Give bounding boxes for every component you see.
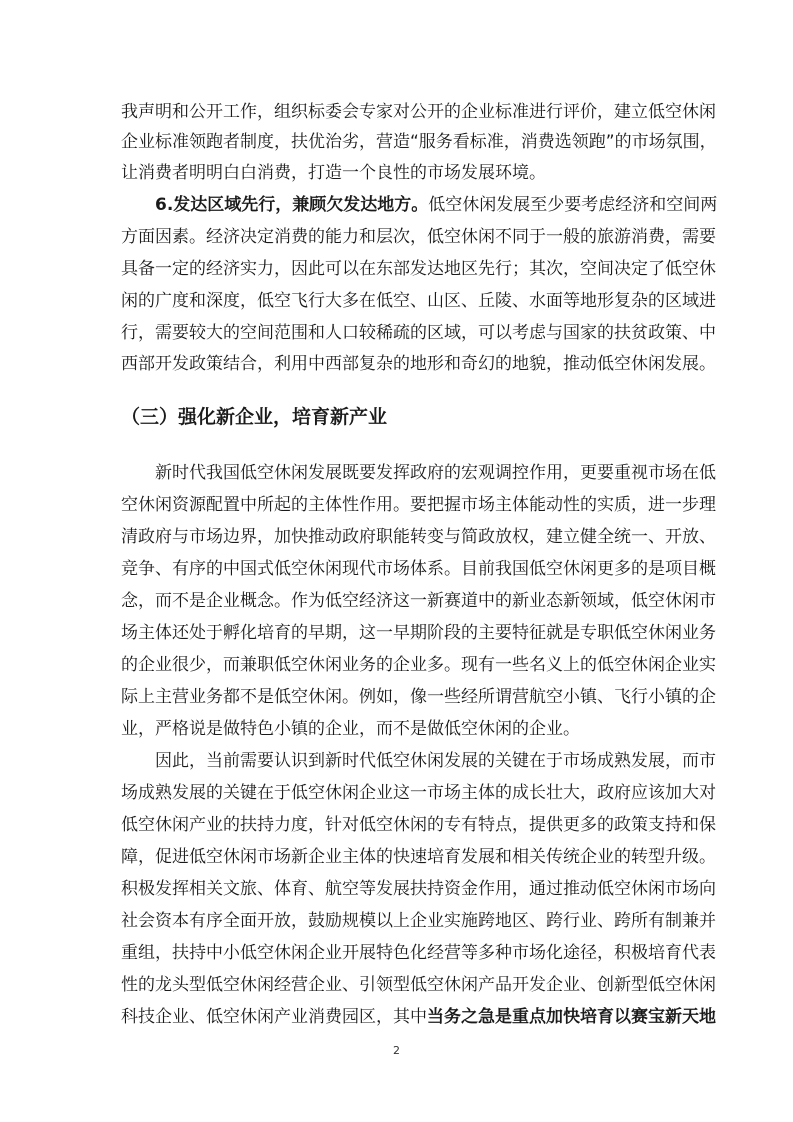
paragraph-1-line-3: 让消费者明明白白消费，打造一个良性的市场发展环境。 — [121, 163, 546, 183]
paragraph-1-line-1: 我声明和公开工作，组织标委会专家对公开的企业标准进行评价，建立低空休闲 — [121, 102, 716, 122]
paragraph-3-line-8: 际上主营业务都不是低空休闲。例如，像一些经所谓营航空小镇、飞行小镇的企 — [121, 687, 716, 707]
paragraph-2-lead: 6.发达区域先行，兼顾欠发达地方。 — [155, 195, 429, 215]
page-number: 2 — [393, 1044, 400, 1057]
paragraph-2-line-5: 行，需要较大的空间范围和人口较稀疏的区域，可以考虑与国家的扶贫政策、中 — [121, 323, 716, 343]
paragraph-3-line-5: 念，而不是企业概念。作为低空经济这一新赛道中的新业态新领域，低空休闲市 — [121, 591, 716, 611]
paragraph-3-line-9: 业，严格说是做特色小镇的企业，而不是做低空休闲的企业。 — [121, 719, 580, 739]
paragraph-3-line-7: 的企业很少，而兼职低空休闲业务的企业多。现有一些名义上的低空休闲企业实 — [121, 655, 716, 675]
paragraph-2-line-1-rest: 低空休闲发展至少要考虑经济和空间两 — [428, 195, 718, 215]
paragraph-4-line-1: 因此，当前需要认识到新时代低空休闲发展的关键在于市场成熟发展，而市 — [155, 751, 716, 771]
paragraph-4-line-7: 重组，扶持中小低空休闲企业开展特色化经营等多种市场化途径，积极培育代表 — [121, 943, 716, 963]
paragraph-4-line-6: 社会资本有序全面开放，鼓励规模以上企业实施跨地区、跨行业、跨所有制兼并 — [121, 911, 716, 931]
paragraph-4-line-2: 场成熟发展的关键在于低空休闲企业这一市场主体的成长壮大，政府应该加大对 — [121, 783, 716, 803]
paragraph-2-line-4: 闲的广度和深度，低空飞行大多在低空、山区、丘陵、水面等地形复杂的区域进 — [121, 291, 716, 311]
paragraph-2-line-1 — [155, 194, 718, 216]
paragraph-2-line-2: 方面因素。经济决定消费的能力和层次，低空休闲不同于一般的旅游消费，需要 — [121, 227, 716, 247]
paragraph-4-emphasis: 当务之急是重点加快培育以赛宝新天地 — [427, 1007, 716, 1027]
paragraph-4-line-8: 性的龙头型低空休闲经营企业、引领型低空休闲产品开发企业、创新型低空休闲 — [121, 975, 716, 995]
paragraph-4-line-5: 积极发挥相关文旅、体育、航空等发展扶持资金作用，通过推动低空休闲市场向 — [121, 879, 716, 899]
paragraph-3-line-1: 新时代我国低空休闲发展既要发挥政府的宏观调控作用，更要重视市场在低 — [155, 463, 716, 483]
paragraph-3-line-2: 空休闲资源配置中所起的主体性作用。要把握市场主体能动性的实质，进一步理 — [121, 495, 716, 515]
paragraph-4-line-4: 障，促进低空休闲市场新企业主体的快速培育发展和相关传统企业的转型升级。 — [121, 847, 716, 867]
section-heading: （三）强化新企业，培育新产业 — [121, 406, 388, 428]
paragraph-1-line-2: 企业标准领跑者制度，扶优治劣，营造“服务看标准，消费选领跑”的市场氛围， — [121, 132, 717, 152]
paragraph-3-line-6: 场主体还处于孵化培育的早期，这一早期阶段的主要特征就是专职低空休闲业务 — [121, 623, 716, 643]
paragraph-4-line-9-start: 科技企业、低空休闲产业消费园区，其中 — [121, 1007, 427, 1027]
paragraph-3-line-3: 清政府与市场边界，加快推动政府职能转变与简政放权，建立健全统一、开放、 — [121, 527, 716, 547]
paragraph-4-line-9 — [121, 1006, 716, 1028]
paragraph-4-line-3: 低空休闲产业的扶持力度，针对低空休闲的专有特点，提供更多的政策支持和保 — [121, 815, 716, 835]
paragraph-2-line-3: 具备一定的经济实力，因此可以在东部发达地区先行；其次，空间决定了低空休 — [121, 259, 716, 279]
paragraph-3-line-4: 竞争、有序的中国式低空休闲现代市场体系。目前我国低空休闲更多的是项目概 — [121, 559, 716, 579]
paragraph-2-line-6: 西部开发政策结合，利用中西部复杂的地形和奇幻的地貌，推动低空休闲发展。 — [121, 354, 716, 374]
